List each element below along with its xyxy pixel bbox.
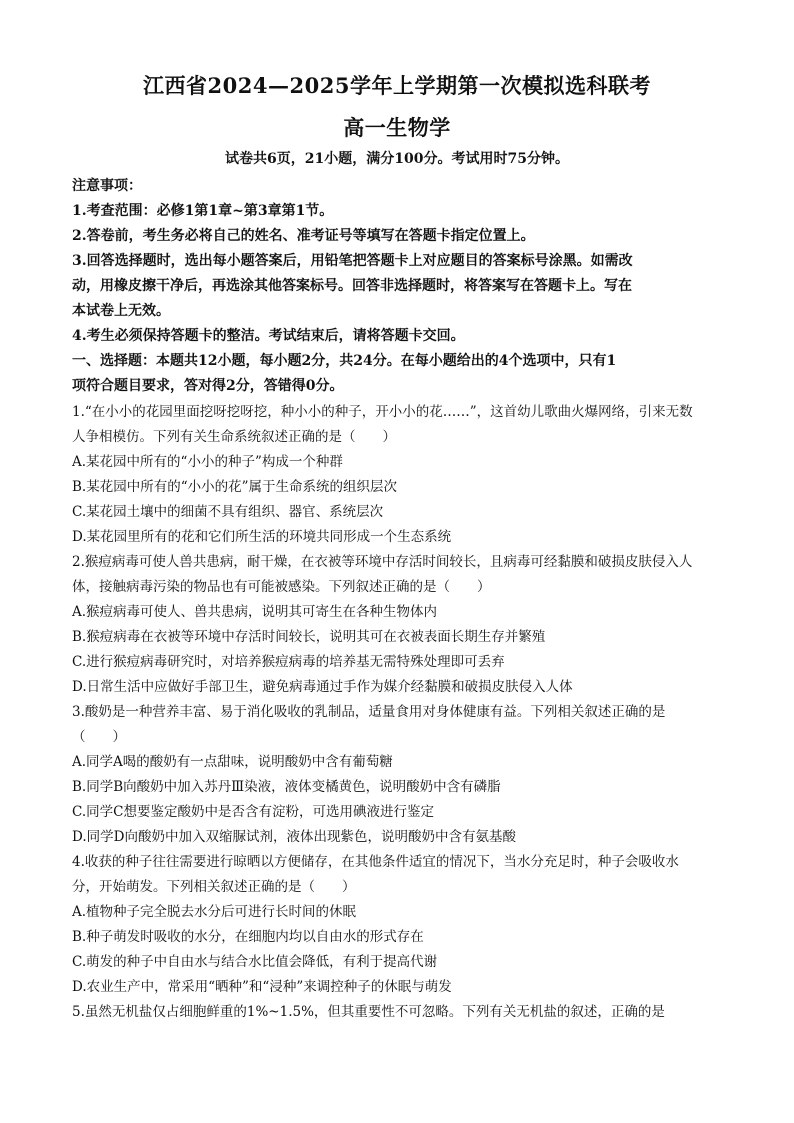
question-3-stem: 3.酸奶是一种营养丰富、易于消化吸收的乳制品，适量食用对身体健康有益。下列相关叙述正确的是 [72, 704, 666, 720]
question-2-option-b: B.猴痘病毒在衣被等环境中存活时间较长，说明其可在衣被表面长期生存并繁殖 [72, 629, 546, 645]
question-4-stem: 分，开始萌发。下列相关叙述正确的是（ ） [72, 879, 356, 895]
section-heading: 项符合题目要求，答对得2分，答错得0分。 [72, 378, 344, 394]
question-3-stem: （ ） [72, 729, 126, 745]
subject-title: 高一生物学 [343, 115, 451, 140]
question-4-option-d: D.农业生产中，常采用“晒种”和“浸种”来调控种子的休眠与萌发 [72, 979, 452, 995]
question-2-option-c: C.进行猴痘病毒研究时，对培养猴痘病毒的培养基无需特殊处理即可丢弃 [72, 654, 505, 670]
question-3-option-a: A.同学A喝的酸奶有一点甜味，说明酸奶中含有葡萄糖 [72, 754, 393, 770]
question-1-option-b: B.某花园中所有的“小小的花”属于生命系统的组织层次 [72, 479, 398, 495]
exam-info: 试卷共6页，21小题，满分100分。考试用时75分钟。 [225, 151, 569, 167]
question-3-option-d: D.同学D向酸奶中加入双缩脲试剂，液体出现紫色，说明酸奶中含有氨基酸 [72, 829, 516, 845]
question-4-stem: 4.收获的种子往往需要进行晾晒以方便储存，在其他条件适宜的情况下，当水分充足时，种子会吸收水 [72, 854, 679, 870]
question-1-option-c: C.某花园土壤中的细菌不具有组织、器官、系统层次 [72, 504, 384, 520]
section-heading: 一、选择题：本题共12小题，每小题2分，共24分。在每小题给出的4个选项中，只有1 [72, 353, 617, 369]
notice-line: 动，用橡皮擦干净后，再选涂其他答案标号。回答非选择题时，将答案写在答题卡上。写在 [72, 278, 632, 294]
notice-line: 4.考生必须保持答题卡的整洁。考试结束后，请将答题卡交回。 [72, 328, 465, 344]
notice-line: 3.回答选择题时，选出每小题答案后，用铅笔把答题卡上对应题目的答案标号涂黑。如需改 [72, 253, 633, 269]
question-3-option-c: C.同学C想要鉴定酸奶中是否含有淀粉，可选用碘液进行鉴定 [72, 804, 434, 820]
question-4-option-b: B.种子萌发时吸收的水分，在细胞内均以自由水的形式存在 [72, 929, 424, 945]
notice-line: 本试卷上无效。 [72, 303, 170, 319]
question-1-option-a: A.某花园中所有的“小小的种子”构成一个种群 [72, 454, 343, 470]
exam-title: 江西省2024—2025学年上学期第一次模拟选科联考 [143, 73, 651, 98]
question-5-stem: 5.虽然无机盐仅占细胞鲜重的1%~1.5%，但其重要性不可忽略。下列有关无机盐的叙述，正确的是 [72, 1004, 665, 1020]
question-2-option-a: A.猴痘病毒可使人、兽共患病，说明其可寄生在各种生物体内 [72, 604, 438, 620]
question-2-stem: 2.猴痘病毒可使人兽共患病，耐干燥，在衣被等环境中存活时间较长，且病毒可经黏膜和破损皮肤侵入人 [72, 554, 693, 570]
question-4-option-c: C.萌发的种子中自由水与结合水比值会降低，有利于提高代谢 [72, 954, 438, 970]
notice-line: 2.答卷前，考生务必将自己的姓名、准考证号等填写在答题卡指定位置上。 [72, 228, 535, 244]
question-1-option-d: D.某花园里所有的花和它们所生活的环境共同形成一个生态系统 [72, 529, 452, 545]
question-2-stem: 体，接触病毒污染的物品也有可能被感染。下列叙述正确的是（ ） [72, 579, 491, 595]
question-3-option-b: B.同学B向酸奶中加入苏丹Ⅲ染液，液体变橘黄色，说明酸奶中含有磷脂 [72, 779, 501, 795]
question-1-stem: 人争相模仿。下列有关生命系统叙述正确的是（ ） [72, 429, 396, 445]
question-2-option-d: D.日常生活中应做好手部卫生，避免病毒通过手作为媒介经黏膜和破损皮肤侵入人体 [72, 679, 573, 695]
notice-line: 1.考查范围：必修1第1章~第3章第1节。 [72, 203, 334, 219]
notice-heading: 注意事项： [72, 178, 142, 194]
question-4-option-a: A.植物种子完全脱去水分后可进行长时间的休眠 [72, 904, 357, 920]
question-1-stem: 1.“在小小的花园里面挖呀挖呀挖，种小小的种子，开小小的花……”，这首幼儿歌曲火爆网络，引来无数 [72, 404, 693, 420]
